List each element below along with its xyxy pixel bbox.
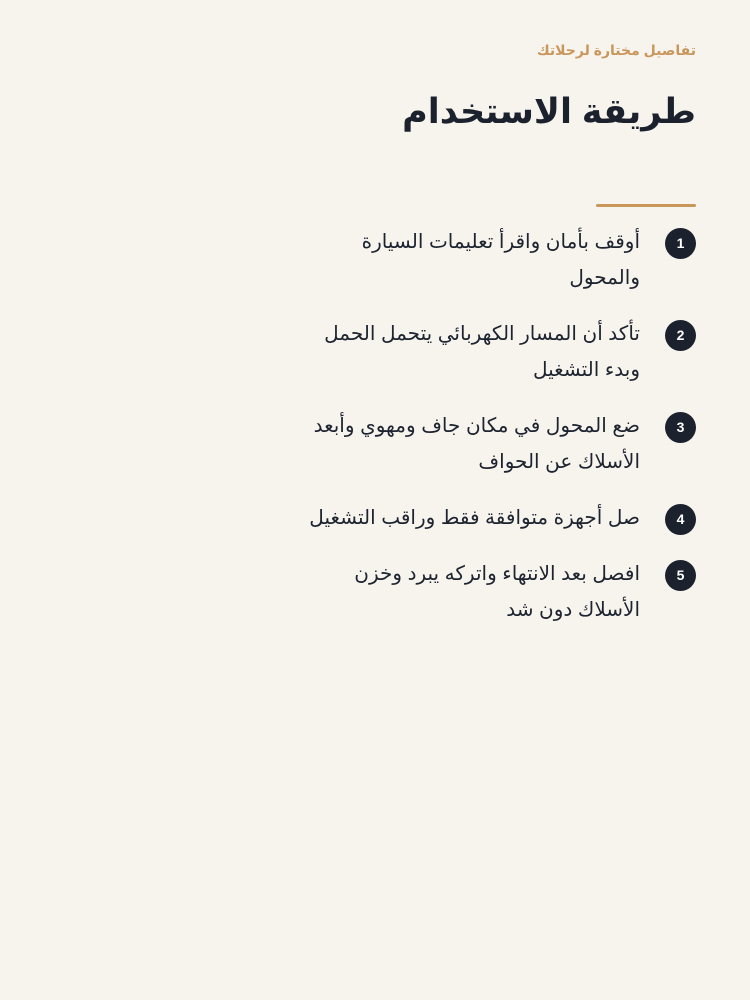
step-item bbox=[296, 408, 696, 480]
step-text: ضع المحول في مكان جاف ومهوي وأبعد الأسلاك عن الحواف bbox=[313, 415, 640, 473]
section-eyebrow: تفاصيل مختارة لرحلاتك bbox=[536, 42, 696, 58]
accent-divider bbox=[596, 204, 696, 207]
step-number-badge: 5 bbox=[665, 560, 696, 591]
step-item bbox=[296, 500, 696, 536]
step-text: افصل بعد الانتهاء واتركه يبرد وخزن الأسلاك دون شد bbox=[354, 563, 640, 621]
step-text: أوقف بأمان واقرأ تعليمات السيارة والمحول bbox=[361, 231, 640, 289]
steps-list bbox=[296, 224, 696, 648]
step-text: تأكد أن المسار الكهربائي يتحمل الحمل وبدء التشغيل bbox=[324, 323, 640, 381]
page-title: طريقة الاستخدام bbox=[402, 92, 696, 131]
step-item bbox=[296, 316, 696, 388]
step-number-badge: 3 bbox=[665, 412, 696, 443]
step-number-badge: 4 bbox=[665, 504, 696, 535]
step-number-badge: 2 bbox=[665, 320, 696, 351]
step-item bbox=[296, 556, 696, 628]
step-number-badge: 1 bbox=[665, 228, 696, 259]
step-item bbox=[296, 224, 696, 296]
step-text: صل أجهزة متوافقة فقط وراقب التشغيل bbox=[309, 507, 640, 529]
